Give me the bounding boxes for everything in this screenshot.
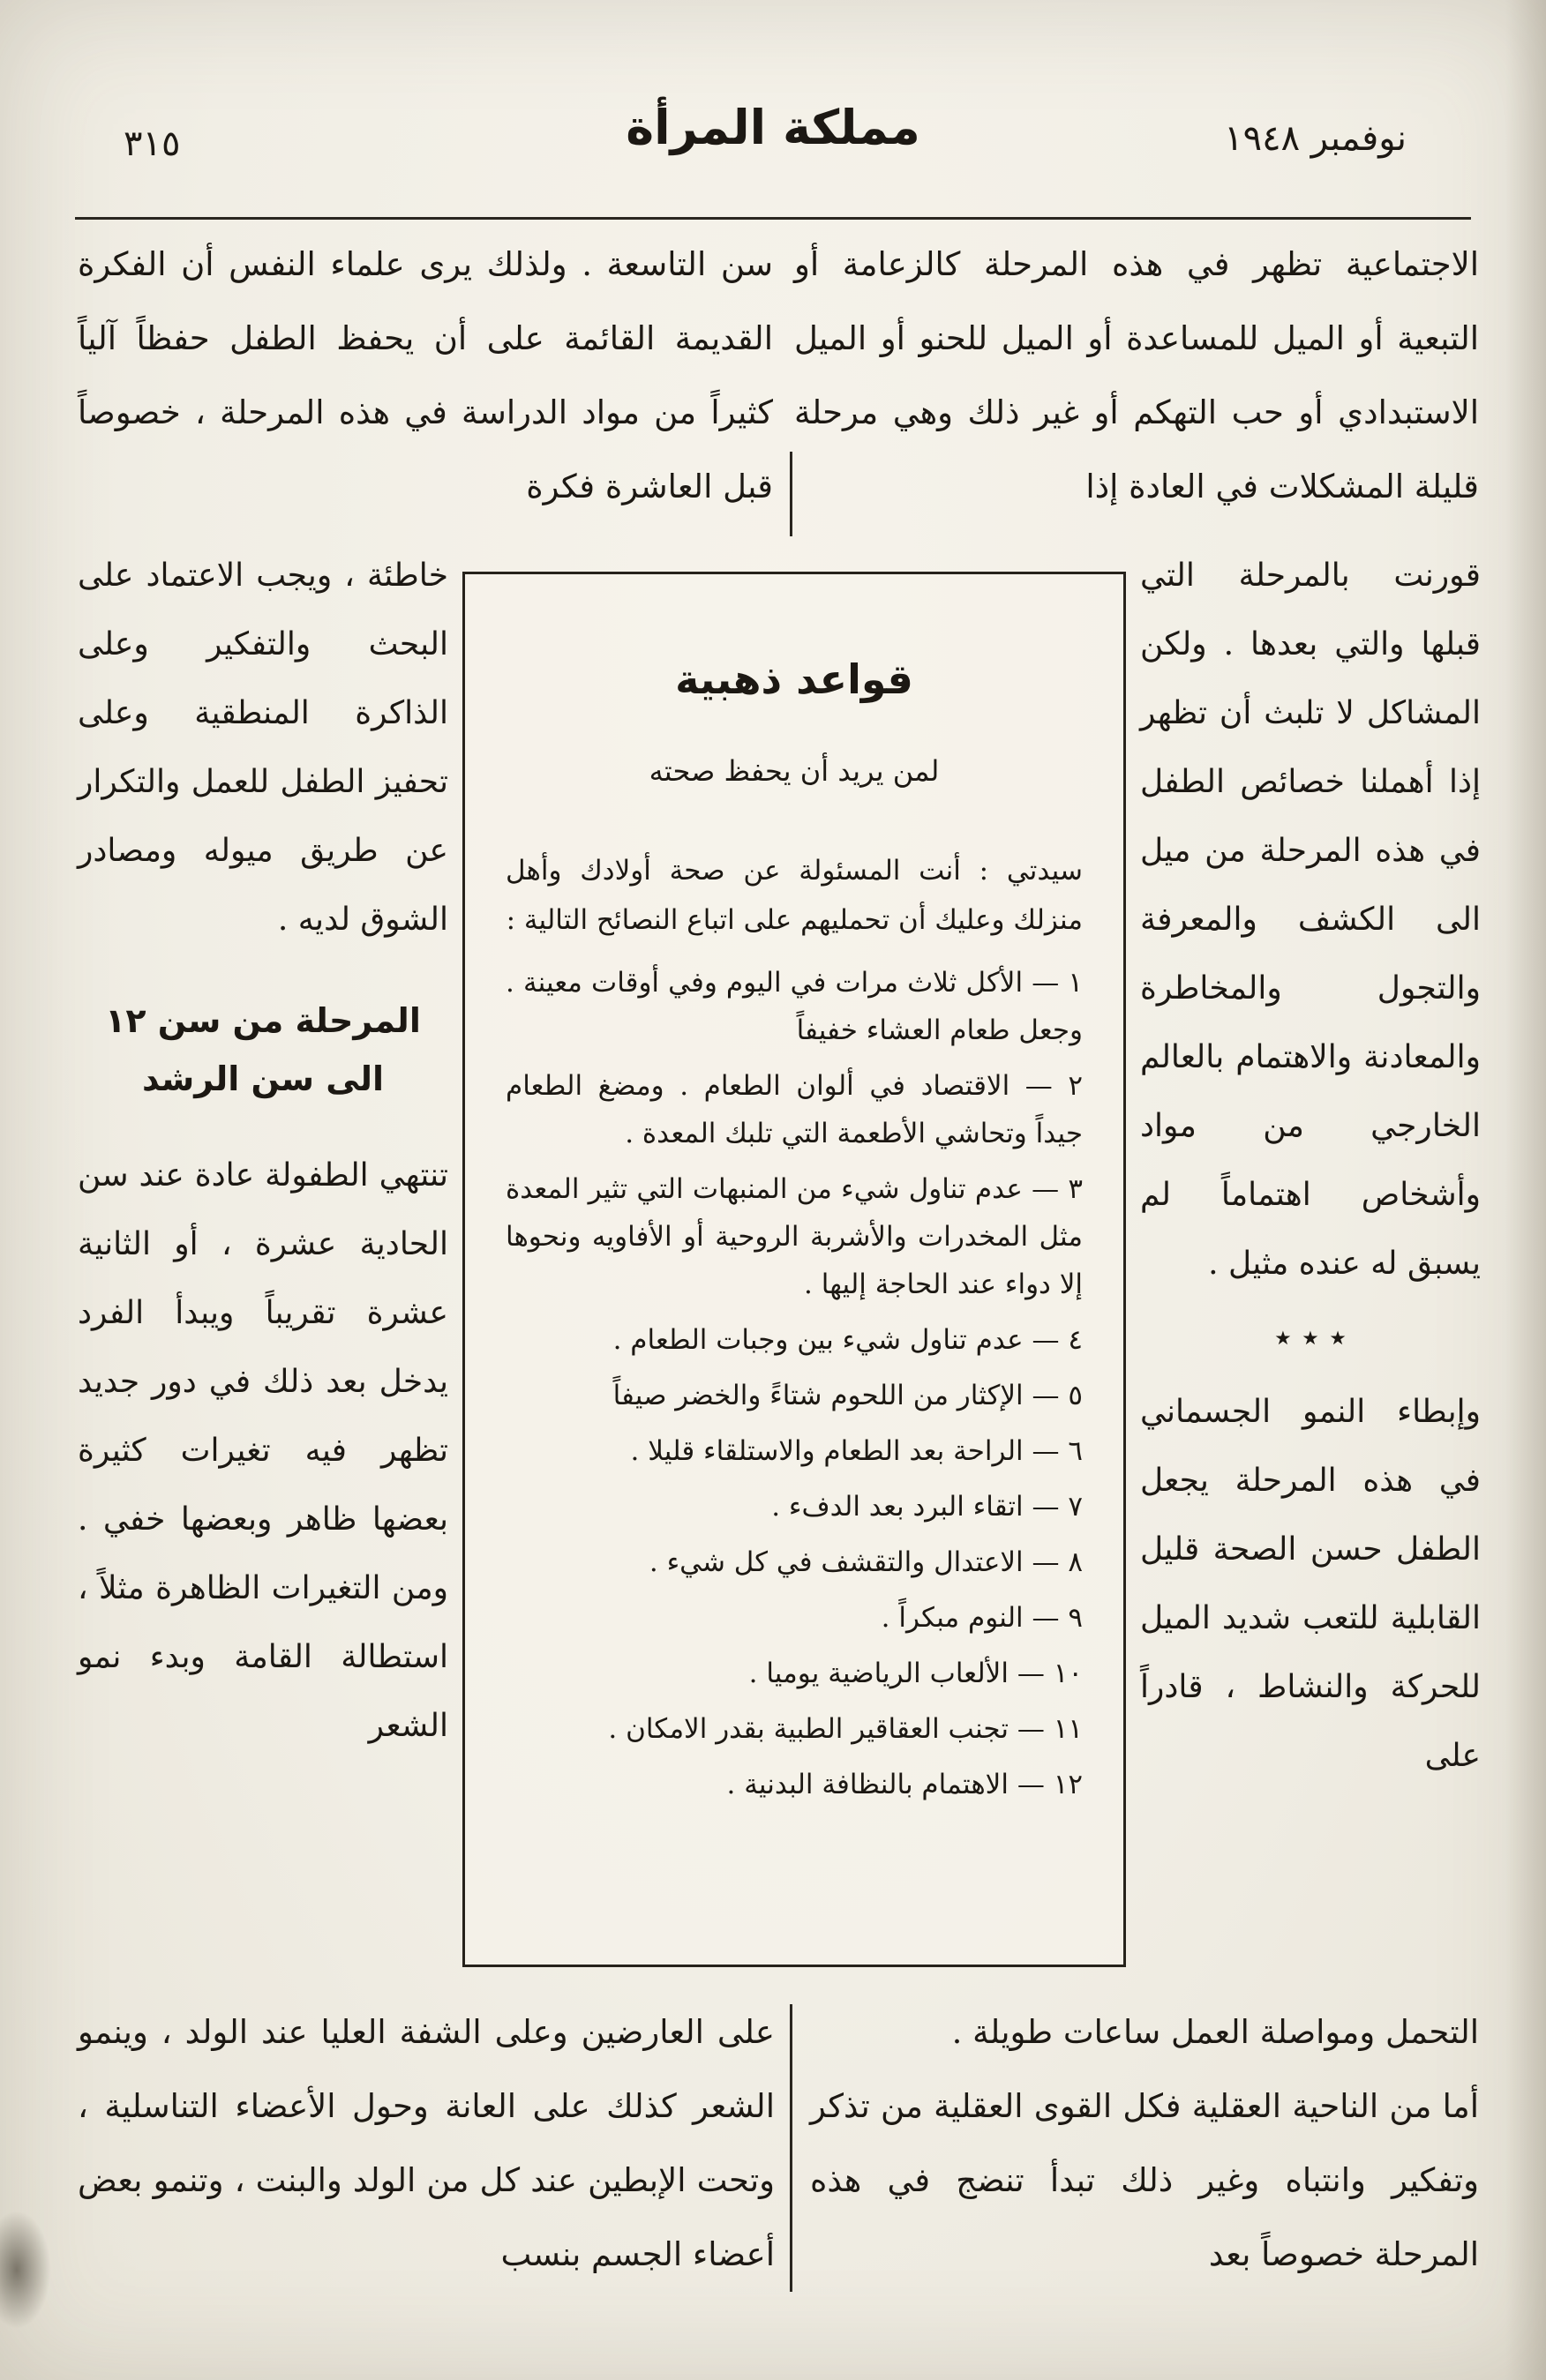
- rule-item: ٣ — عدم تناول شيء من المنبهات التي تثير المعدة مثل المخدرات والأشربة الروحية أو الأفاويه ونحوها إلا دواء عند الحاجة إليها .: [506, 1173, 1083, 1300]
- paragraph: تنتهي الطفولة عادة عند سن الحادية عشرة ، أو الثانية عشرة تقريباً ويبدأ الفرد يدخل بعد ذلك في دور جديد تظهر فيه تغيرات كثيرة بعضها ظاهر وبعضها خفي . ومن التغيرات الظاهرة مثلاً ، استطالة القامة وبدء نمو الشعر: [78, 1157, 448, 1744]
- rule-item: ٤ — عدم تناول شيء بين وجبات الطعام .: [612, 1324, 1083, 1356]
- golden-rules-box: [462, 572, 1126, 1967]
- left-column-top-paragraph: سن التاسعة . ولذلك يرى علماء النفس أن الفكرة القديمة القائمة على أن يحفظ الطفل حفظاً آلياً كثيراً من مواد الدراسة في هذه المرحلة ، خصوصاً قبل العاشرة فكرة: [78, 245, 773, 505]
- rule-item: ١ — الأكل ثلاث مرات في اليوم وفي أوقات معينة . وجعل طعام العشاء خفيفاً: [506, 967, 1083, 1046]
- section-separator-stars: ٭ ٭ ٭: [1274, 1320, 1347, 1356]
- paragraph: التحمل ومواصلة العمل ساعات طويلة .: [951, 2013, 1479, 2051]
- magazine-title: مملكة المرأة: [626, 99, 920, 155]
- rule-item: ١١ — تجنب العقاقير الطبية بقدر الامكان .: [608, 1713, 1083, 1745]
- golden-rules-list: [506, 959, 1083, 1808]
- rule-item: ٥ — الإكثار من اللحوم شتاءً والخضر صيفاً: [612, 1380, 1083, 1411]
- section-heading-line2: الى سن الرشد: [141, 1059, 384, 1098]
- rule-item: ٢ — الاقتصاد في ألوان الطعام . ومضغ الطعام جيداً وتحاشي الأطعمة التي تلبك المعدة .: [506, 1070, 1083, 1149]
- scan-smudge: [0, 2186, 65, 2354]
- section-heading-line1: المرحلة من سن ١٢: [105, 1000, 421, 1040]
- bottom-left-column: على العارضين وعلى الشفة العليا عند الولد ، وينمو الشعر كذلك على العانة وحول الأعضاء التناسلية ، وتحت الإبطين عند كل من الولد والبنت ، وتنمو بعض أعضاء الجسم بنسب: [78, 2013, 775, 2273]
- right-column-strip: [1140, 542, 1481, 1791]
- rule-item: ٨ — الاعتدال والتقشف في كل شيء .: [649, 1546, 1083, 1578]
- right-column-top-paragraph: الاجتماعية تظهر في هذه المرحلة كالزعامة أو التبعية أو الميل للمساعدة أو الميل للحنو أو الميل الاستبدادي أو حب التهكم أو غير ذلك وهي مرحلة قليلة المشكلات في العادة إذا: [794, 245, 1479, 505]
- bottom-right-column: [810, 1995, 1479, 2292]
- rule-item: ١٢ — الاهتمام بالنظافة البدنية .: [726, 1769, 1083, 1800]
- rule-item: ٩ — النوم مبكراً .: [881, 1602, 1083, 1634]
- golden-rules-subtitle: لمن يريد أن يحفظ صحته: [649, 754, 940, 788]
- golden-rules-intro: سيدتي : أنت المسئولة عن صحة أولادك وأهل منزلك وعليك أن تحمليهم على اتباع النصائح التالية :: [506, 855, 1083, 936]
- left-column-strip: [78, 542, 448, 1761]
- paragraph: خاطئة ، ويجب الاعتماد على البحث والتفكير وعلى الذاكرة المنطقية وعلى تحفيز الطفل للعمل والتكرار عن طريق ميوله ومصادر الشوق لديه .: [78, 558, 448, 938]
- column-divider-top: [790, 452, 792, 536]
- rule-item: ٧ — اتقاء البرد بعد الدفء .: [771, 1491, 1083, 1523]
- page-number: ٣١٥: [124, 123, 181, 164]
- paragraph: أما من الناحية العقلية فكل القوى العقلية من تذكر وتفكير وانتباه وغير ذلك تبدأ تنضج في هذه المرحلة خصوصاً بعد: [810, 2087, 1479, 2273]
- rule-item: ١٠ — الألعاب الرياضية يوميا .: [748, 1658, 1083, 1689]
- section-heading: [78, 992, 448, 1108]
- issue-date: نوفمبر ١٩٤٨: [1224, 118, 1407, 159]
- header-divider-line: [75, 217, 1471, 220]
- scan-edge-shadow: [1505, 0, 1546, 2380]
- golden-rules-title: قواعد ذهبية: [675, 655, 913, 703]
- column-divider-bottom: [790, 2004, 792, 2292]
- paragraph: قورنت بالمرحلة التي قبلها والتي بعدها . ولكن المشاكل لا تلبث أن تظهر إذا أهملنا خصائص الطفل في هذه المرحلة من ميل الى الكشف والمعرفة والتجول والمخاطرة والمعادنة والاهتمام بالعالم الخارجي من مواد وأشخاص اهتماماً لم يسبق له عنده مثيل .: [1140, 558, 1481, 1282]
- paragraph: وإبطاء النمو الجسماني في هذه المرحلة يجعل الطفل حسن الصحة قليل القابلية للتعب شديد الميل للحركة والنشاط ، قادراً على: [1140, 1394, 1481, 1774]
- rule-item: ٦ — الراحة بعد الطعام والاستلقاء قليلا .: [630, 1435, 1083, 1467]
